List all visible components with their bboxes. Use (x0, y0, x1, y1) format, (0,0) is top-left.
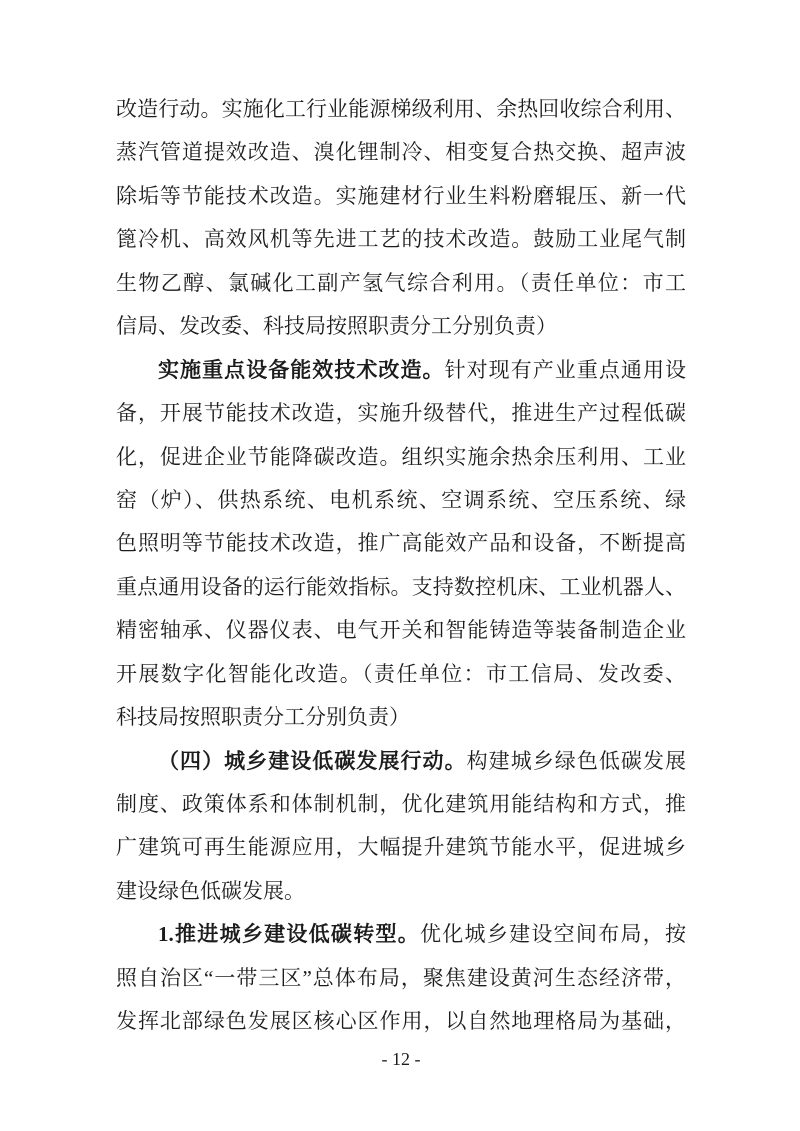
text-run: 信局、发改委、科技局按照职责分工分别负责） (116, 314, 557, 339)
text-run: 除垢等节能技术改造。实施建材行业生料粉磨辊压、新一代 (116, 183, 686, 208)
text-run: 化，促进企业节能降碳改造。组织实施余热余压利用、工业 (116, 444, 686, 469)
text-line (116, 218, 686, 261)
text-line (116, 913, 686, 956)
heading-run: 1.推进城乡建设低碳转型。 (158, 922, 421, 947)
text-line (116, 826, 686, 869)
text-run: 照自治区“一带三区”总体布局，聚焦建设黄河生态经济带， (116, 965, 686, 990)
text-run: 发挥北部绿色发展区核心区作用，以自然地理格局为基础， (116, 1009, 686, 1034)
text-run: 蒸汽管道提效改造、溴化锂制冷、相变复合热交换、超声波 (116, 140, 686, 165)
text-run: 色照明等节能技术改造，推广高能效产品和设备，不断提高 (116, 531, 686, 556)
text-line (116, 131, 686, 174)
page-number: - 12 - (381, 1049, 421, 1069)
text-line (116, 175, 686, 218)
text-run: 篦冷机、高效风机等先进工艺的技术改造。鼓励工业尾气制 (116, 227, 686, 252)
document-text-block (116, 88, 686, 1044)
text-line (116, 783, 686, 826)
text-line (116, 696, 686, 739)
text-run: 建设绿色低碳发展。 (116, 878, 305, 903)
text-line (116, 566, 686, 609)
text-line (116, 740, 686, 783)
text-line (116, 305, 686, 348)
text-run: 窑（炉）、供热系统、电机系统、空调系统、空压系统、绿 (116, 487, 686, 512)
text-line (116, 653, 686, 696)
text-line (116, 609, 686, 652)
text-run: 科技局按照职责分工分别负责） (116, 705, 410, 730)
text-run: 重点通用设备的运行能效指标。支持数控机床、工业机器人、 (116, 574, 686, 599)
heading-run: （四）城乡建设低碳发展行动。 (158, 748, 467, 773)
text-line (116, 88, 686, 131)
text-run: 构建城乡绿色低碳发展 (466, 748, 686, 773)
text-run: 生物乙醇、氯碱化工副产氢气综合利用。（责任单位：市工 (116, 270, 686, 295)
text-line (116, 522, 686, 565)
text-line (116, 392, 686, 435)
text-run: 开展数字化智能化改造。（责任单位：市工信局、发改委、 (116, 661, 686, 686)
text-run: 改造行动。实施化工行业能源梯级利用、余热回收综合利用、 (116, 97, 686, 121)
text-line (116, 349, 686, 392)
text-line (116, 957, 686, 1000)
text-line (116, 436, 686, 479)
text-run: 备，开展节能技术改造，实施升级替代，推进生产过程低碳 (116, 401, 686, 426)
text-run: 广建筑可再生能源应用，大幅提升建筑节能水平，促进城乡 (116, 835, 686, 860)
text-line (116, 870, 686, 913)
text-line (116, 262, 686, 305)
text-line (116, 479, 686, 522)
text-run: 优化城乡建设空间布局，按 (420, 922, 687, 947)
text-line (116, 1000, 686, 1043)
text-run: 制度、政策体系和体制机制，优化建筑用能结构和方式，推 (116, 792, 686, 816)
text-run: 针对现有产业重点通用设 (444, 357, 687, 382)
text-run: 精密轴承、仪器仪表、电气开关和智能铸造等装备制造企业 (116, 618, 686, 643)
heading-run: 实施重点设备能效技术改造。 (158, 357, 445, 382)
